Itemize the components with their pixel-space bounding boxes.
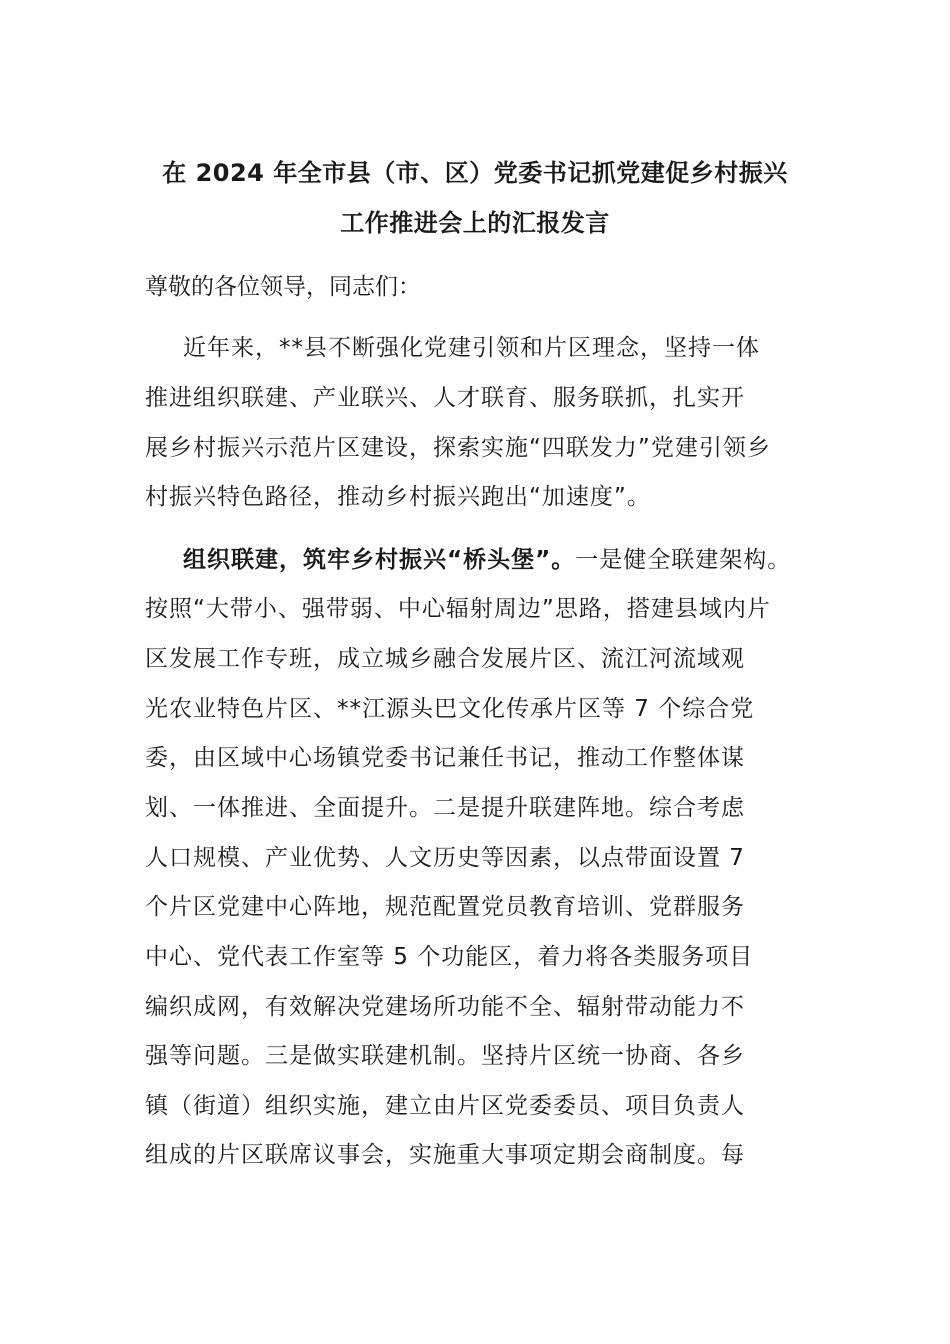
paragraph-2-line: 人口规模、产业优势、人文历史等因素，以点带面设置 7 [145,845,745,871]
paragraph-1-line: 村振兴特色路径，推动乡村振兴跑出“加速度”。 [145,484,651,510]
paragraph-2-line: 区发展工作专班，成立城乡融合发展片区、流江河流域观 [145,646,745,672]
paragraph-1-line: 展乡村振兴示范片区建设，探索实施“四联发力”党建引领乡 [145,435,771,461]
paragraph-2-heading: 组织联建，筑牢乡村振兴“桥头堡”。 [183,547,576,573]
paragraph-2-line: 组成的片区联席议事会，实施重大事项定期会商制度。每 [145,1142,745,1168]
paragraph-2-line: 镇（街道）组织实施，建立由片区党委委员、项目负责人 [145,1093,745,1119]
paragraph-2-line: 划、一体推进、全面提升。二是提升联建阵地。综合考虑 [145,795,745,821]
paragraph-1-line: 近年来，**县不断强化党建引领和片区理念，坚持一体 [183,335,760,361]
document-title-line-1: 在 2024 年全市县（市、区）党委书记抓党建促乡村振兴 [162,159,788,187]
paragraph-2-line: 按照“大带小、强带弱、中心辐射周边”思路，搭建县域内片 [145,596,771,622]
paragraph-2-line: 个片区党建中心阵地，规范配置党员教育培训、党群服务 [145,894,745,920]
paragraph-2-first-line [183,545,791,575]
paragraph-2-line: 编织成网，有效解决党建场所功能不全、辐射带动能力不 [145,994,745,1020]
salutation: 尊敬的各位领导，同志们： [145,274,421,300]
paragraph-2-line: 光农业特色片区、**江源头巴文化传承片区等 7 个综合党 [145,696,755,722]
paragraph-2-line: 委，由区域中心场镇党委书记兼任书记，推动工作整体谋 [145,745,745,771]
paragraph-2-first-line-rest: 一是健全联建架构。 [575,547,792,573]
paragraph-2-line: 强等问题。三是做实联建机制。坚持片区统一协商、各乡 [145,1043,745,1069]
paragraph-1-line: 推进组织联建、产业联兴、人才联育、服务联抓，扎实开 [145,385,745,411]
document-title-line-2: 工作推进会上的汇报发言 [340,209,610,237]
paragraph-2-line: 中心、党代表工作室等 5 个功能区，着力将各类服务项目 [145,944,754,970]
